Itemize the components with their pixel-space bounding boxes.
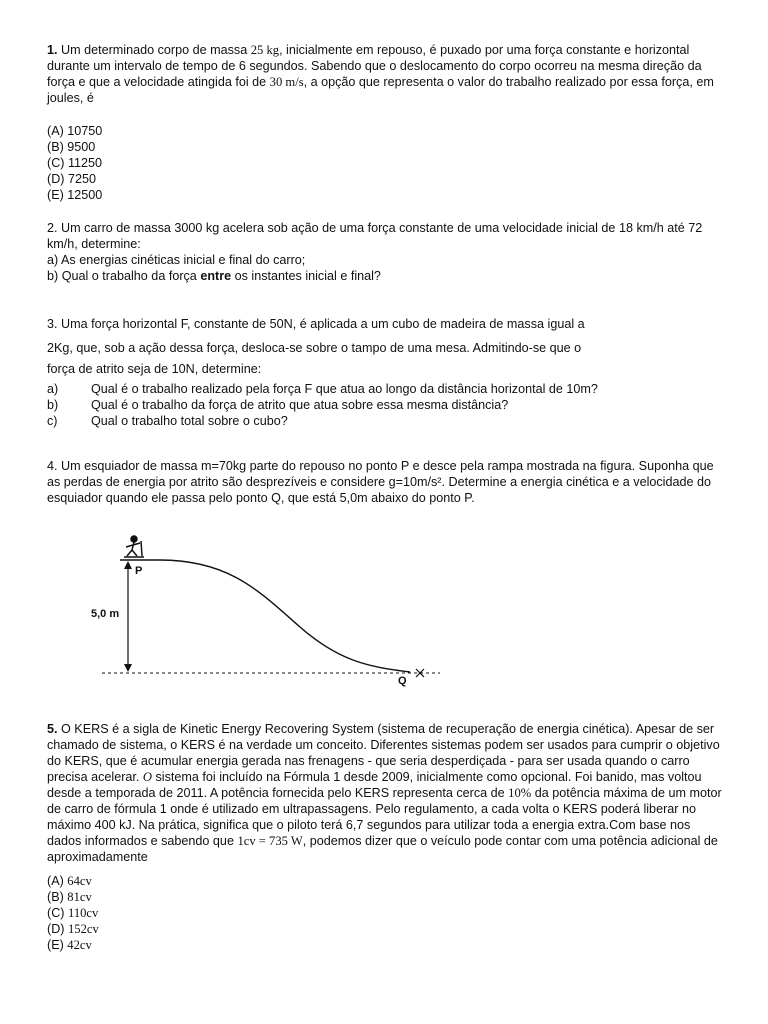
option: (E) 12500	[47, 188, 103, 202]
question-3-line-3: força de atrito seja de 10N, determine:	[47, 362, 262, 376]
point-p-label: P	[135, 565, 143, 577]
option: (B) 9500	[47, 140, 96, 154]
option: (C) 11250	[47, 156, 103, 170]
velocity-value: 30 m/s	[269, 75, 304, 89]
question-5-options	[47, 873, 725, 953]
point-q-label: Q	[398, 675, 407, 687]
question-5-text: 5. O KERS é a sigla de Kinetic Energy Recovering System (sistema de recuperação de energia cinética). Apesar de ser chamado de sistema, o KERS é na verdade um conceito. Diferentes sistemas podem ser usados para cumprir o objetivo do KERS, que é acumular energia gerada nas frenagens - que seria desperdiçada - para ser usada quando o carro precisa acelerar. O sistema foi incluído na Fórmula 1 desde 2009, inicialmente como opcional. Foi banido, mas voltou desde a temporada de 2011. A potência fornecida pelo KERS representa cerca de 10% da potência máxima de um motor de carro de fórmula 1 onde é utilizado em ultrapassagens. Pelo regulamento, a cada volta o KERS poderá liberar no máximo 400 kJ. Na prática, significa que o piloto terá 6,7 segundos para utilizar toda a energia extra.Com base nos dados informados e sabendo que 1cv = 735 W, podemos dizer que o veículo pode contar com uma potência adicional de aproximadamente	[47, 722, 722, 864]
question-5-number: 5.	[47, 722, 58, 736]
arrow-down-icon	[124, 664, 132, 672]
sub-item: b) Qual é o trabalho da força de atrito que atua sobre essa mesma distância?	[47, 398, 509, 412]
question-3-line-2: 2Kg, que, sob a ação dessa força, desloca-se sobre o tampo de uma mesa. Admitindo-se que o	[47, 341, 582, 355]
option: (A) 10750	[47, 124, 103, 138]
ramp-figure	[80, 532, 460, 692]
mass-value: 25 kg	[250, 43, 280, 57]
question-2-item-a: a) As energias cinéticas inicial e final do carro;	[47, 253, 306, 267]
arrow-up-icon	[124, 561, 132, 569]
question-1-text: 1. Um determinado corpo de massa 25 kg, inicialmente em repouso, é puxado por uma força constante e horizontal durante um intervalo de tempo de 6 segundos. Sabendo que o deslocamento do corpo ocorreu na mesma direção da força e que a velocidade atingida foi de 30 m/s, a opção que representa o valor do trabalho realizado por essa força, em joules, é	[47, 43, 714, 105]
question-2	[47, 220, 725, 284]
sub-item: a) Qual é o trabalho realizado pela força F que atua ao longo da distância horizontal de 10m?	[47, 382, 598, 396]
option: (E) 42cv	[47, 938, 92, 952]
conversion-value: 1cv = 735 W	[237, 834, 303, 848]
question-1	[47, 42, 725, 106]
question-1-number: 1.	[47, 43, 58, 57]
ramp-curve	[160, 560, 410, 672]
question-1-options	[47, 123, 725, 203]
skier-icon	[124, 536, 144, 557]
option: (B) 81cv	[47, 890, 92, 904]
option: (D) 152cv	[47, 922, 99, 936]
question-4-text: 4. Um esquiador de massa m=70kg parte do repouso no ponto P e desce pela rampa mostrada na figura. Suponha que as perdas de energia por atrito são desprezíveis e considere g=10m/s². Determine a energia cinética e a velocidade do esquiador quando ele passa pelo ponto Q, que está 5,0m abaixo do ponto P.	[47, 459, 714, 505]
question-4	[47, 458, 725, 506]
question-5	[47, 721, 725, 865]
option: (D) 7250	[47, 172, 96, 186]
option: (A) 64cv	[47, 874, 92, 888]
option: (C) 110cv	[47, 906, 99, 920]
question-3-line-1: 3. Uma força horizontal F, constante de 50N, é aplicada a um cubo de madeira de massa igual a	[47, 317, 585, 331]
question-2-item-b: b) Qual o trabalho da força entre os instantes inicial e final?	[47, 269, 381, 283]
question-2-text: 2. Um carro de massa 3000 kg acelera sob ação de uma força constante de uma velocidade inicial de 18 km/h até 72 km/h, determine:	[47, 221, 703, 251]
sub-item: c) Qual o trabalho total sobre o cubo?	[47, 414, 288, 428]
height-label: 5,0 m	[91, 608, 120, 620]
question-3-items	[47, 381, 725, 429]
